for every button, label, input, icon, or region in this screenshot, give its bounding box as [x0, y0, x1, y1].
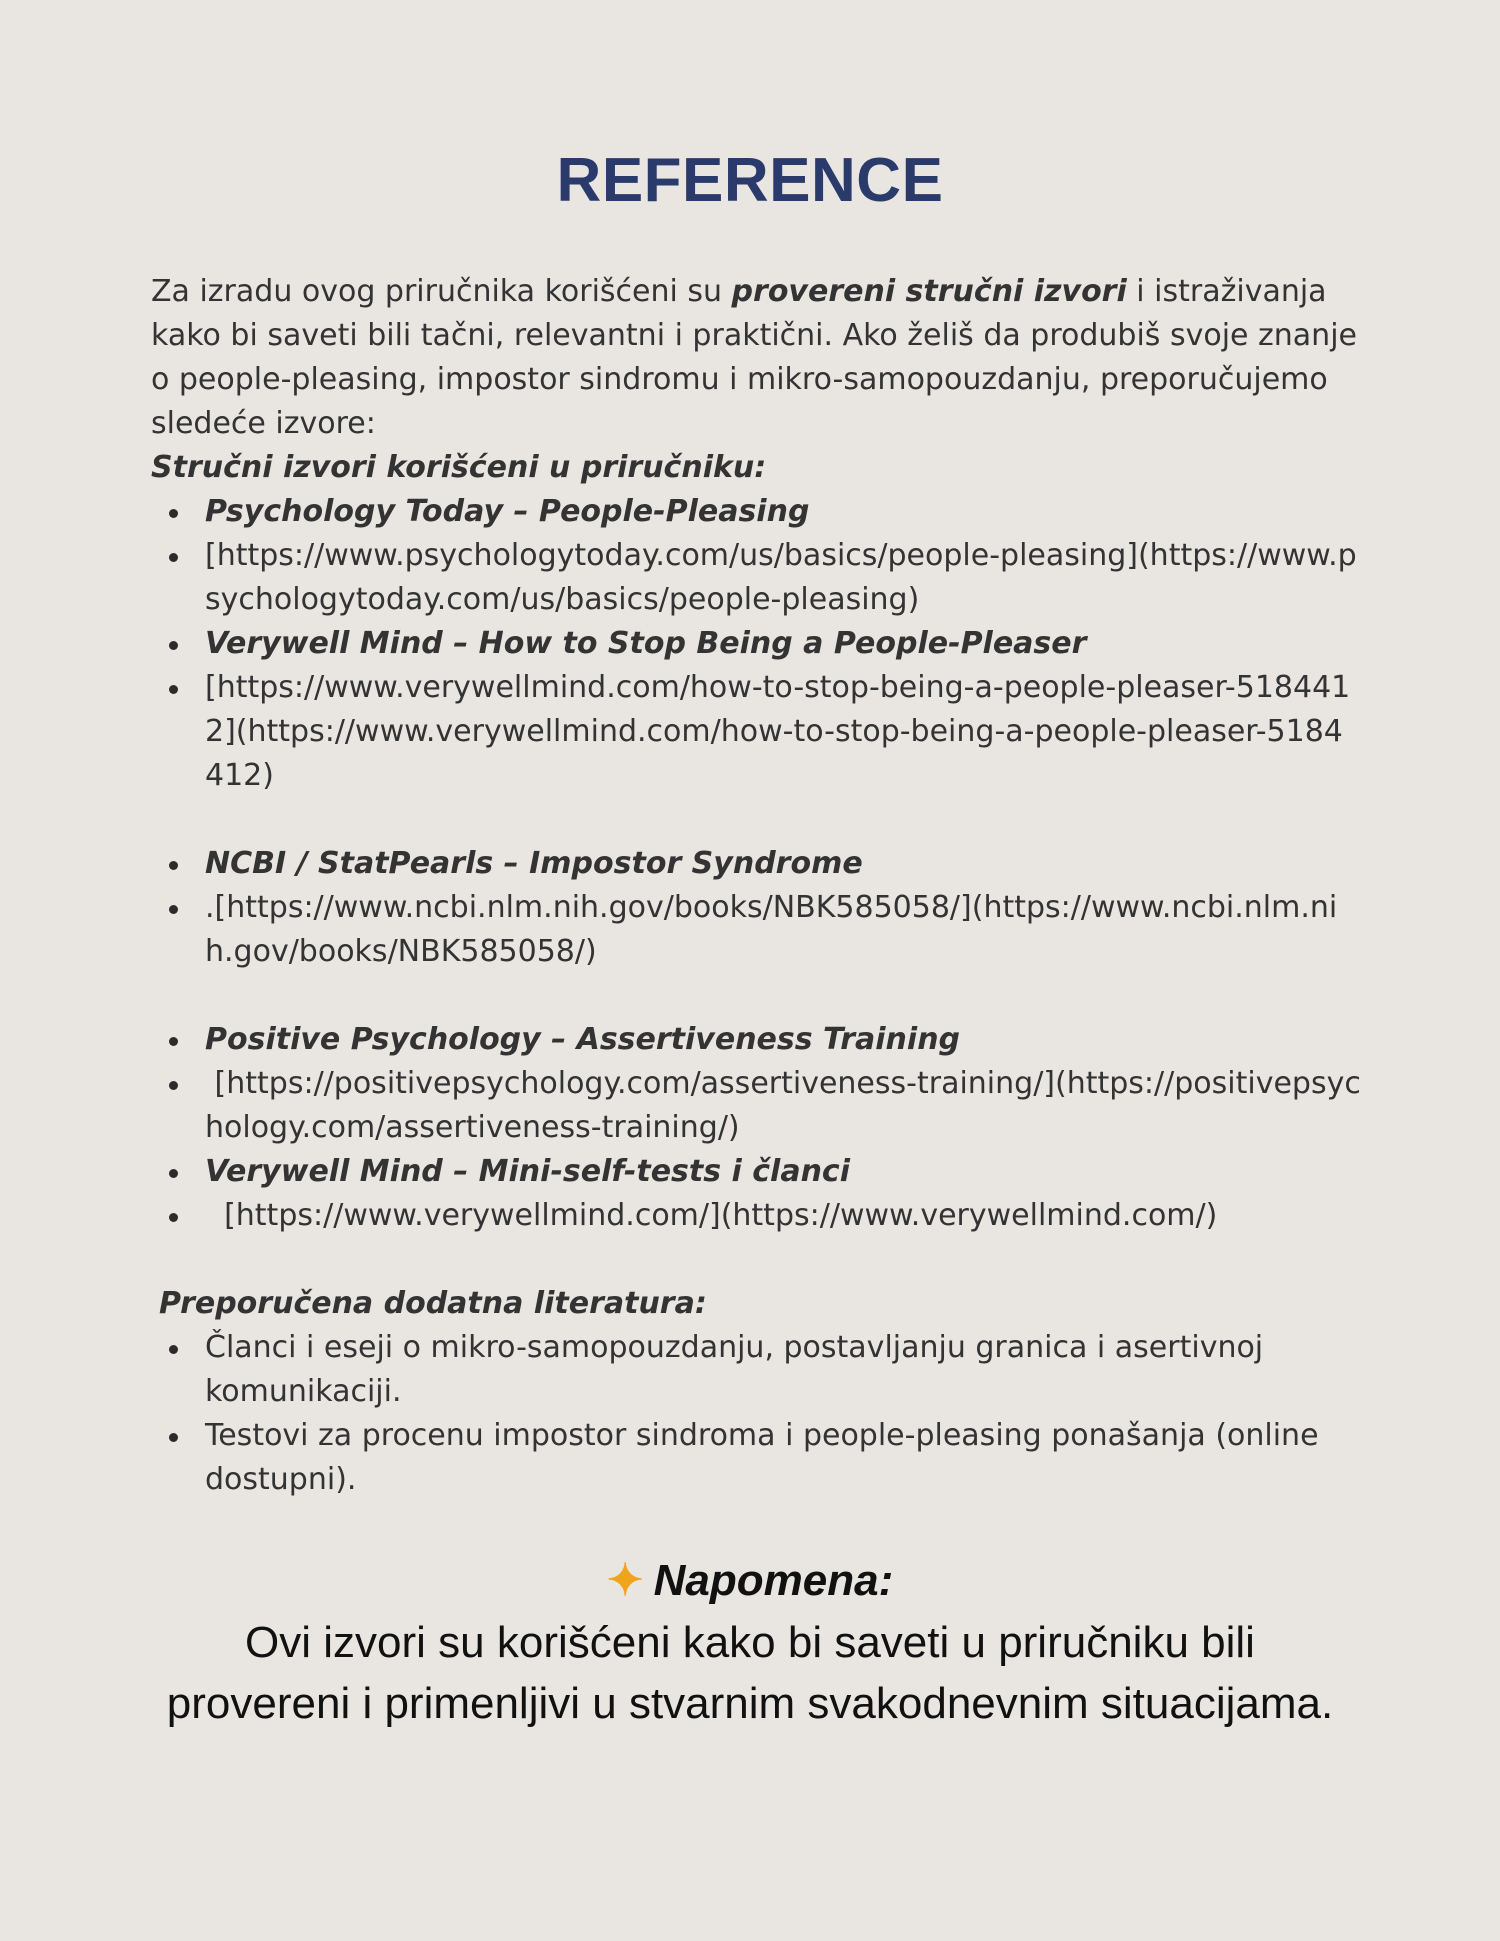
note-section	[0, 1550, 1500, 1734]
bullet	[169, 1345, 178, 1354]
spacer	[151, 798, 1361, 842]
intro-paragraph	[151, 270, 1361, 446]
bullet	[169, 509, 178, 518]
source-link-verywell-tests[interactable]	[151, 1194, 1361, 1238]
further-reading-item	[151, 1414, 1361, 1502]
intro-emphasis: provereni stručni izvori	[731, 274, 1127, 309]
spacer	[151, 1238, 1361, 1282]
source-link-text[interactable]: [https://www.psychologytoday.com/us/basics/people-pleasing](https://www.psychologytoday.com/us/basics/people-pleasing)	[205, 538, 1357, 617]
bullet	[169, 553, 178, 562]
source-link-ncbi[interactable]	[151, 886, 1361, 974]
bullet	[169, 861, 178, 870]
source-label: Psychology Today – People-Pleasing	[205, 494, 810, 529]
content	[151, 270, 1361, 1502]
source-title-psychology-today	[151, 490, 1361, 534]
note-heading-line	[0, 1550, 1500, 1612]
bullet	[169, 641, 178, 650]
source-label: NCBI / StatPearls – Impostor Syndrome	[205, 846, 863, 881]
intro-text-end: i istraživanja kako bi saveti bili tačni, relevantni i praktični. Ako želiš da produbiš svoje znanje o people-pleasing, impostor sindromu i mikro-samopouzdanju, preporučujemo sledeće izvore:	[151, 274, 1357, 441]
sources-list-3	[151, 1018, 1361, 1238]
further-reading-text: Članci i eseji o mikro-samopouzdanju, postavljanju granica i asertivnoj komunikaciji.	[205, 1330, 1264, 1409]
bullet	[169, 685, 178, 694]
source-title-verywell-people-pleaser	[151, 622, 1361, 666]
bullet	[169, 1081, 178, 1090]
bullet	[169, 1433, 178, 1442]
bullet	[169, 1213, 178, 1222]
further-reading-list	[151, 1326, 1361, 1502]
note-text: Ovi izvori su korišćeni kako bi saveti u priručniku bili provereni i primenljivi u stvarnim svakodnevnim situacijama.	[166, 1618, 1334, 1728]
bullet	[169, 1169, 178, 1178]
sources-heading: Stručni izvori korišćeni u priručniku:	[151, 450, 767, 485]
further-reading-heading: Preporučena dodatna literatura:	[159, 1286, 707, 1321]
source-link-text[interactable]: [https://positivepsychology.com/assertiveness-training/](https://positivepsychology.com/assertiveness-training/)	[205, 1066, 1361, 1145]
sparkles-icon: ✦	[606, 1556, 644, 1605]
further-reading-text: Testovi za procenu impostor sindroma i people-pleasing ponašanja (online dostupni).	[205, 1418, 1319, 1497]
source-label: Verywell Mind – Mini-self-tests i članci	[205, 1154, 850, 1189]
source-title-positive-psychology	[151, 1018, 1361, 1062]
source-title-verywell-tests	[151, 1150, 1361, 1194]
sources-list-2	[151, 842, 1361, 974]
spacer	[151, 974, 1361, 1018]
source-link-verywell-people-pleaser[interactable]	[151, 666, 1361, 798]
bullet	[169, 1037, 178, 1046]
bullet	[169, 905, 178, 914]
source-link-text[interactable]: [https://www.verywellmind.com/how-to-stop-being-a-people-pleaser-5184412](https://www.verywellmind.com/how-to-stop-being-a-people-pleaser-5184412)	[205, 670, 1351, 793]
source-label: Positive Psychology – Assertiveness Training	[205, 1022, 961, 1057]
source-link-text[interactable]: [https://www.verywellmind.com/](https://www.verywellmind.com/)	[205, 1198, 1218, 1233]
note-heading: Napomena:	[653, 1556, 894, 1605]
intro-text-start: Za izradu ovog priručnika korišćeni su	[151, 274, 732, 309]
further-reading-item	[151, 1326, 1361, 1414]
source-link-text[interactable]: .[https://www.ncbi.nlm.nih.gov/books/NBK585058/](https://www.ncbi.nlm.nih.gov/books/NBK585058/)	[205, 890, 1338, 969]
sources-list	[151, 490, 1361, 798]
source-link-positive-psychology[interactable]	[151, 1062, 1361, 1150]
source-title-ncbi	[151, 842, 1361, 886]
source-link-psychology-today[interactable]	[151, 534, 1361, 622]
source-label: Verywell Mind – How to Stop Being a People-Pleaser	[205, 626, 1087, 661]
page-title: REFERENCE	[556, 146, 944, 215]
